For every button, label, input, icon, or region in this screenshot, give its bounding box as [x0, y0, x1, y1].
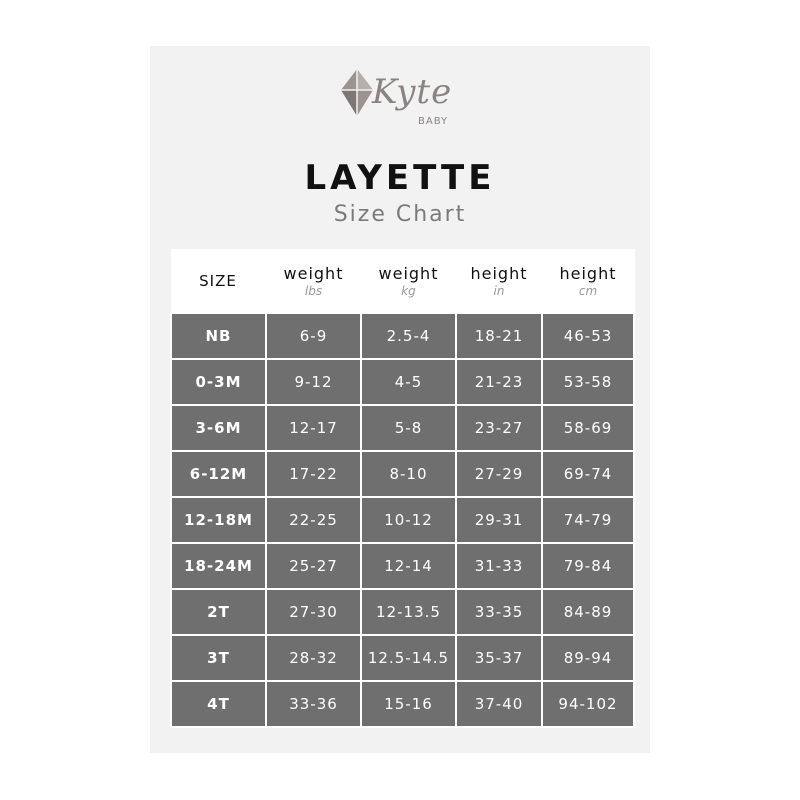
column-header-size: SIZE [171, 249, 266, 313]
kite-diamond-icon [340, 68, 374, 118]
table-row [171, 359, 634, 405]
weight-kg-cell: 12-13.5 [361, 589, 456, 635]
height-in-cell: 23-27 [456, 405, 542, 451]
height-in-cell: 31-33 [456, 543, 542, 589]
height-in-cell: 29-31 [456, 497, 542, 543]
weight-kg-cell: 12-14 [361, 543, 456, 589]
weight-lbs-cell: 17-22 [266, 451, 361, 497]
brand-sub: BABY [418, 116, 449, 127]
column-header-height-cm: height cm [542, 249, 634, 313]
size-chart-card [150, 46, 650, 753]
size-cell: 2T [171, 589, 266, 635]
height-in-cell: 27-29 [456, 451, 542, 497]
height-cm-cell: 53-58 [542, 359, 634, 405]
weight-kg-cell: 4-5 [361, 359, 456, 405]
weight-lbs-cell: 33-36 [266, 681, 361, 727]
height-in-cell: 33-35 [456, 589, 542, 635]
height-cm-cell: 74-79 [542, 497, 634, 543]
size-cell: NB [171, 313, 266, 359]
weight-lbs-cell: 6-9 [266, 313, 361, 359]
size-cell: 18-24M [171, 543, 266, 589]
height-cm-cell: 46-53 [542, 313, 634, 359]
table-row [171, 681, 634, 727]
brand-name: Kyte [372, 72, 453, 112]
table-row [171, 451, 634, 497]
table-row [171, 543, 634, 589]
weight-lbs-cell: 22-25 [266, 497, 361, 543]
height-in-cell: 21-23 [456, 359, 542, 405]
table-row [171, 313, 634, 359]
size-table [170, 249, 635, 728]
height-cm-cell: 69-74 [542, 451, 634, 497]
size-cell: 6-12M [171, 451, 266, 497]
height-cm-cell: 79-84 [542, 543, 634, 589]
brand-logo [150, 68, 650, 128]
column-header-weight-kg: weight kg [361, 249, 456, 313]
height-in-cell: 35-37 [456, 635, 542, 681]
page-title: LAYETTE [304, 158, 496, 198]
weight-kg-cell: 8-10 [361, 451, 456, 497]
weight-lbs-cell: 28-32 [266, 635, 361, 681]
height-cm-cell: 84-89 [542, 589, 634, 635]
weight-lbs-cell: 9-12 [266, 359, 361, 405]
weight-kg-cell: 12.5-14.5 [361, 635, 456, 681]
column-header-weight-lbs: weight lbs [266, 249, 361, 313]
page-subtitle: Size Chart [333, 202, 467, 227]
weight-lbs-cell: 25-27 [266, 543, 361, 589]
height-cm-cell: 94-102 [542, 681, 634, 727]
weight-kg-cell: 15-16 [361, 681, 456, 727]
height-in-cell: 37-40 [456, 681, 542, 727]
size-cell: 4T [171, 681, 266, 727]
column-header-height-in: height in [456, 249, 542, 313]
weight-kg-cell: 2.5-4 [361, 313, 456, 359]
size-cell: 0-3M [171, 359, 266, 405]
height-cm-cell: 58-69 [542, 405, 634, 451]
weight-kg-cell: 5-8 [361, 405, 456, 451]
table-row [171, 589, 634, 635]
table-row [171, 635, 634, 681]
size-cell: 12-18M [171, 497, 266, 543]
size-cell: 3T [171, 635, 266, 681]
table-row [171, 405, 634, 451]
size-cell: 3-6M [171, 405, 266, 451]
weight-lbs-cell: 12-17 [266, 405, 361, 451]
height-cm-cell: 89-94 [542, 635, 634, 681]
weight-kg-cell: 10-12 [361, 497, 456, 543]
weight-lbs-cell: 27-30 [266, 589, 361, 635]
table-header-row [171, 249, 634, 313]
table-row [171, 497, 634, 543]
height-in-cell: 18-21 [456, 313, 542, 359]
